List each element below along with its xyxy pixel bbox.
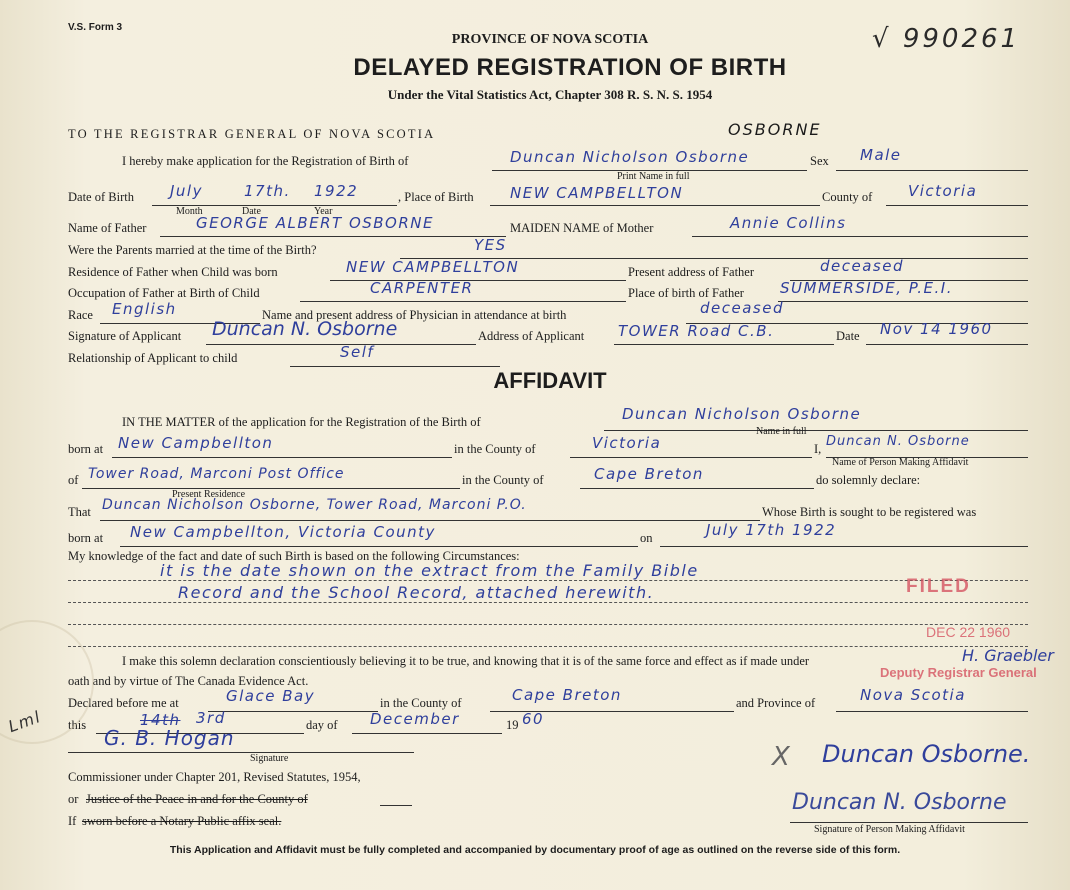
year-value: 60 bbox=[522, 710, 545, 728]
aff-res-county-label: in the County of bbox=[462, 473, 544, 487]
declared-place-value: Glace Bay bbox=[226, 687, 316, 705]
aff-born2-value: New Campbellton, Victoria County bbox=[130, 523, 436, 541]
circ-line-1 bbox=[68, 580, 1028, 581]
declared-place-line bbox=[208, 711, 378, 712]
commissioner-line-1: Commissioner under Chapter 201, Revised Statutes, 1954, bbox=[68, 770, 361, 784]
aff-county-label: in the County of bbox=[454, 442, 536, 456]
registration-number: √ 990261 bbox=[872, 24, 1021, 54]
caption-month: Month bbox=[176, 206, 203, 217]
province-value: Nova Scotia bbox=[860, 686, 966, 704]
res-father-label: Residence of Father when Child was born bbox=[68, 265, 278, 279]
aff-of-label: of bbox=[68, 473, 79, 487]
sex-line bbox=[836, 170, 1028, 171]
relationship-value: Self bbox=[340, 343, 375, 361]
commissioner-or: or bbox=[68, 792, 79, 806]
province-heading: PROVINCE OF NOVA SCOTIA bbox=[451, 32, 649, 47]
aff-res-county-line bbox=[580, 488, 814, 489]
relationship-label: Relationship of Applicant to child bbox=[68, 351, 238, 365]
day-of-label: day of bbox=[306, 718, 338, 732]
declaration-line-2: oath and by virtue of The Canada Evidence Act. bbox=[68, 674, 309, 688]
father-birthplace-value: SUMMERSIDE, P.E.I. bbox=[780, 279, 953, 297]
mother-line bbox=[692, 236, 1028, 237]
commissioner-line-2: Justice of the Peace in and for the County of bbox=[86, 792, 308, 806]
filed-stamp: FILED bbox=[906, 576, 971, 597]
aff-whose-birth: Whose Birth is sought to be registered was bbox=[762, 505, 977, 519]
child-name: Duncan Nicholson Osborne bbox=[510, 148, 750, 166]
aff-born2-label: born at bbox=[68, 531, 104, 545]
present-addr-label: Present address of Father bbox=[628, 265, 755, 279]
aff-name-caption: Name in full bbox=[756, 426, 807, 437]
day-value: 3rd bbox=[196, 709, 226, 727]
aff-name-value: Duncan Nicholson Osborne bbox=[622, 405, 862, 423]
dob-month: July bbox=[170, 182, 203, 200]
appl-addr-line bbox=[614, 344, 834, 345]
declared-county-value: Cape Breton bbox=[512, 686, 622, 704]
married-label: Were the Parents married at the time of the Birth? bbox=[68, 243, 317, 257]
caption-date: Date bbox=[242, 206, 261, 217]
date-line bbox=[866, 344, 1028, 345]
present-addr-value: deceased bbox=[820, 257, 904, 275]
dob-year: 1922 bbox=[314, 182, 359, 200]
aff-county-value: Victoria bbox=[592, 434, 662, 452]
signature-caption: Signature bbox=[250, 753, 289, 764]
pob-value: NEW CAMPBELLTON bbox=[510, 184, 684, 202]
aff-on-value: July 17th 1922 bbox=[706, 521, 837, 539]
addressee: TO THE REGISTRAR GENERAL OF NOVA SCOTIA bbox=[68, 127, 436, 141]
date-value: Nov 14 1960 bbox=[880, 320, 993, 338]
deponent-signature-2: Duncan N. Osborne bbox=[792, 790, 1007, 815]
aff-residence-value: Tower Road, Marconi Post Office bbox=[88, 466, 345, 482]
deponent-signature-1: Duncan Osborne. bbox=[822, 740, 1031, 768]
father-birthplace-line bbox=[778, 301, 1028, 302]
year-prefix: 19 bbox=[506, 718, 519, 732]
affidavit-heading: AFFIDAVIT bbox=[493, 368, 607, 393]
deponent-sig-caption: Signature of Person Making Affidavit bbox=[814, 824, 965, 835]
aff-residence-caption: Present Residence bbox=[172, 489, 246, 500]
aff-born-line bbox=[112, 457, 452, 458]
relationship-line bbox=[290, 366, 500, 367]
commissioner-county-line bbox=[380, 805, 412, 806]
occupation-value: CARPENTER bbox=[370, 279, 474, 297]
circ-line-3 bbox=[68, 624, 1028, 625]
aff-born2-line bbox=[120, 546, 638, 547]
day-struck-value: 14th bbox=[140, 711, 181, 729]
stamp-role: Deputy Registrar General bbox=[880, 665, 1037, 680]
aff-that-line bbox=[100, 520, 760, 521]
stamp-signer: H. Graebler bbox=[962, 646, 1054, 665]
applicant-signature: Duncan N. Osborne bbox=[212, 318, 398, 340]
race-value: English bbox=[112, 300, 177, 318]
circ-line-4 bbox=[68, 646, 1028, 647]
dob-date: 17th. bbox=[244, 182, 291, 200]
commissioner-signature: G. B. Hogan bbox=[104, 726, 235, 750]
sex-value: Male bbox=[860, 146, 902, 164]
pob-line bbox=[490, 205, 820, 206]
mother-value: Annie Collins bbox=[730, 214, 847, 232]
month-value: December bbox=[370, 710, 460, 728]
race-label: Race bbox=[68, 308, 93, 322]
married-value: YES bbox=[474, 236, 507, 254]
father-value: GEORGE ALBERT OSBORNE bbox=[196, 214, 434, 232]
commissioner-if: If bbox=[68, 814, 77, 828]
aff-declare: do solemnly declare: bbox=[816, 473, 921, 487]
aff-born-label: born at bbox=[68, 442, 104, 456]
aff-i-label: I, bbox=[814, 442, 822, 456]
date-label: Date bbox=[836, 329, 860, 343]
appl-addr-label: Address of Applicant bbox=[478, 329, 585, 343]
aff-deponent-caption: Name of Person Making Affidavit bbox=[832, 457, 969, 468]
stamp-date: DEC 22 1960 bbox=[926, 624, 1011, 640]
declared-county-label: in the County of bbox=[380, 696, 462, 710]
document-title: DELAYED REGISTRATION OF BIRTH bbox=[353, 54, 787, 81]
aff-born-value: New Campbellton bbox=[118, 434, 274, 452]
father-label: Name of Father bbox=[68, 221, 147, 235]
apply-label: I hereby make application for the Registration of Birth of bbox=[122, 154, 409, 168]
commissioner-sig-line bbox=[68, 752, 414, 753]
county-label: County of bbox=[822, 190, 873, 204]
appl-addr-value: TOWER Road C.B. bbox=[618, 322, 775, 340]
print-name-caption: Print Name in full bbox=[617, 171, 690, 182]
father-birthplace-label: Place of birth of Father bbox=[628, 286, 744, 300]
aff-that-label: That bbox=[68, 505, 91, 519]
sex-label: Sex bbox=[810, 154, 829, 168]
mark-x: X bbox=[772, 742, 792, 772]
dob-label: Date of Birth bbox=[68, 190, 134, 204]
physician-value: deceased bbox=[700, 299, 784, 317]
aff-name-line bbox=[604, 430, 1028, 431]
caption-year: Year bbox=[314, 206, 333, 217]
occupation-label: Occupation of Father at Birth of Child bbox=[68, 286, 260, 300]
circ-text-1: it is the date shown on the extract from the Family Bible bbox=[160, 561, 699, 580]
aff-deponent-value: Duncan N. Osborne bbox=[826, 434, 970, 449]
circ-text-2: Record and the School Record, attached herewith. bbox=[178, 583, 655, 602]
mother-label: MAIDEN NAME of Mother bbox=[510, 221, 654, 235]
circ-line-2 bbox=[68, 602, 1028, 603]
deponent-sig-line bbox=[790, 822, 1028, 823]
county-line bbox=[886, 205, 1028, 206]
aff-on-line bbox=[660, 546, 1028, 547]
province-line bbox=[836, 711, 1028, 712]
month-line bbox=[352, 733, 502, 734]
father-line bbox=[160, 236, 506, 237]
aff-knowledge: My knowledge of the fact and date of such Birth is based on the following Circumstances: bbox=[68, 549, 520, 563]
occupation-line bbox=[300, 301, 626, 302]
aff-res-county-value: Cape Breton bbox=[594, 465, 704, 483]
surname-note: OSBORNE bbox=[728, 120, 822, 139]
declaration-line-1: I make this solemn declaration conscientiously believing it to be true, and knowing that it is of the same force and effect as if made under bbox=[122, 654, 810, 668]
province-label: and Province of bbox=[736, 696, 816, 710]
aff-on-label: on bbox=[640, 531, 653, 545]
county-value: Victoria bbox=[908, 182, 978, 200]
aff-residence-line bbox=[82, 488, 460, 489]
form-number: V.S. Form 3 bbox=[68, 22, 123, 33]
declared-label: Declared before me at bbox=[68, 696, 179, 710]
physician-label: Name and present address of Physician in attendance at birth bbox=[262, 308, 567, 322]
pob-label: , Place of Birth bbox=[398, 190, 474, 204]
margin-note: Lml bbox=[5, 706, 44, 737]
document-subtitle: Under the Vital Statistics Act, Chapter 308 R. S. N. S. 1954 bbox=[387, 87, 713, 102]
this-label: this bbox=[68, 718, 87, 732]
res-father-value: NEW CAMPBELLTON bbox=[346, 258, 520, 276]
aff-county-line bbox=[570, 457, 812, 458]
footer-note: This Application and Affidavit must be fully completed and accompanied by documentary proof of age as outlined on the reverse side of this form. bbox=[169, 844, 901, 856]
applicant-sig-label: Signature of Applicant bbox=[68, 329, 182, 343]
aff-matter-label: IN THE MATTER of the application for the Registration of the Birth of bbox=[122, 415, 481, 429]
commissioner-line-3: sworn before a Notary Public affix seal. bbox=[82, 814, 282, 828]
aff-that-value: Duncan Nicholson Osborne, Tower Road, Marconi P.O. bbox=[102, 497, 527, 513]
